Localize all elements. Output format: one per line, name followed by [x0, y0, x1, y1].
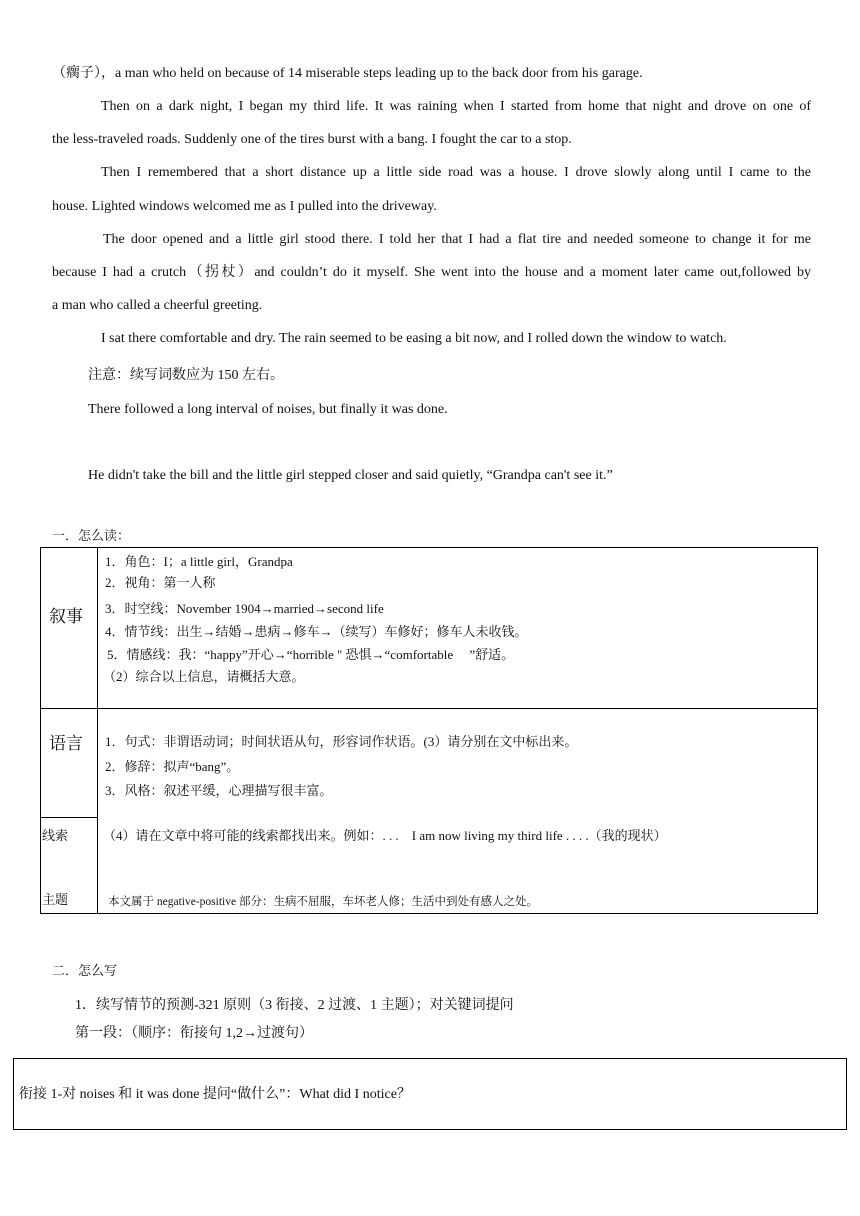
row-label-narrative: 叙事 [49, 607, 83, 626]
passage-line: I sat there comfortable and dry. The rain seemed to be easing a bit now, and I rolled down the window to watch. [101, 331, 727, 346]
row-label-language: 语言 [49, 734, 83, 753]
language-item: 2．修辞：拟声“bang”。 [105, 759, 240, 774]
table-divider [41, 708, 817, 709]
paragraph1-start-sentence: There followed a long interval of noises, but finally it was done. [88, 402, 448, 417]
passage-line: because I had a crutch（拐杖）and couldn’t do it myself. She went into the house and a moment later came out,followed by [52, 265, 811, 280]
word-count-note: 注意：续写词数应为 150 左右。 [88, 368, 284, 383]
writing-principle: 1．续写情节的预测-321 原则（3 衔接、2 过渡、1 主题）；对关键词提问 [75, 998, 514, 1013]
row-label-clue: 线索 [42, 828, 69, 843]
narrative-item: 2．视角：第一人称 [105, 575, 216, 590]
table-divider [97, 548, 98, 913]
passage-line: The door opened and a little girl stood there. I told her that I had a flat tire and needed someone to change it for me [103, 232, 811, 247]
theme-text: 本文属于 negative-positive 部分：生病不屈服，车坏老人修；生活中到处有感人之处。 [108, 896, 538, 908]
section-heading: 一．怎么读： [52, 528, 131, 543]
passage-line: a man who called a cheerful greeting. [52, 298, 263, 313]
narrative-item: 4．情节线：出生→结婚→患病→修车→（续写）车修好；修车人未收钱。 [105, 624, 528, 639]
language-item: 1．句式：非谓语动词；时间状语从句，形容词作状语。(3）请分别在文中标出来。 [105, 734, 578, 749]
section-heading: 二．怎么写 [52, 963, 118, 978]
paragraph2-start-sentence: He didn't take the bill and the little girl stepped closer and said quietly, “Grandpa can't see it.” [88, 468, 613, 483]
passage-line: the less-traveled roads. Suddenly one of the tires burst with a bang. I fought the car to a stop. [52, 132, 572, 147]
narrative-item: 1．角色：I；a little girl，Grandpa [105, 554, 293, 569]
link-question-box [13, 1058, 847, 1130]
reading-analysis-table [40, 547, 818, 914]
table-divider [41, 817, 98, 818]
passage-line: house. Lighted windows welcomed me as I pulled into the driveway. [52, 199, 437, 214]
paragraph-one-order: 第一段：（顺序：衔接句 1,2→过渡句） [75, 1026, 313, 1041]
narrative-item: 5．情感线：我：“happy”开心→“horrible " 恐惧→“comfortable ”舒适。 [107, 647, 515, 662]
clue-text: （4）请在文章中将可能的线索都找出来。例如：. . . I am now living my third life . . . .（我的现状） [103, 828, 667, 843]
passage-line: （瘸子），a man who held on because of 14 miserable steps leading up to the back door from his garage. [52, 66, 643, 81]
passage-line: Then I remembered that a short distance up a little side road was a house. I drove slowly along until I came to the [101, 165, 811, 180]
passage-line: Then on a dark night, I began my third life. It was raining when I started from home that night and drove on one of [101, 99, 811, 114]
narrative-item: （2）综合以上信息，请概括大意。 [103, 669, 305, 684]
language-item: 3．风格：叙述平缓，心理描写很丰富。 [105, 783, 333, 798]
narrative-item: 3．时空线：November 1904→married→second life [105, 601, 384, 616]
row-label-theme: 主题 [42, 892, 69, 907]
link-question-text: 衔接 1-对 noises 和 it was done 提问“做什么”：What did I notice？ [19, 1087, 411, 1102]
